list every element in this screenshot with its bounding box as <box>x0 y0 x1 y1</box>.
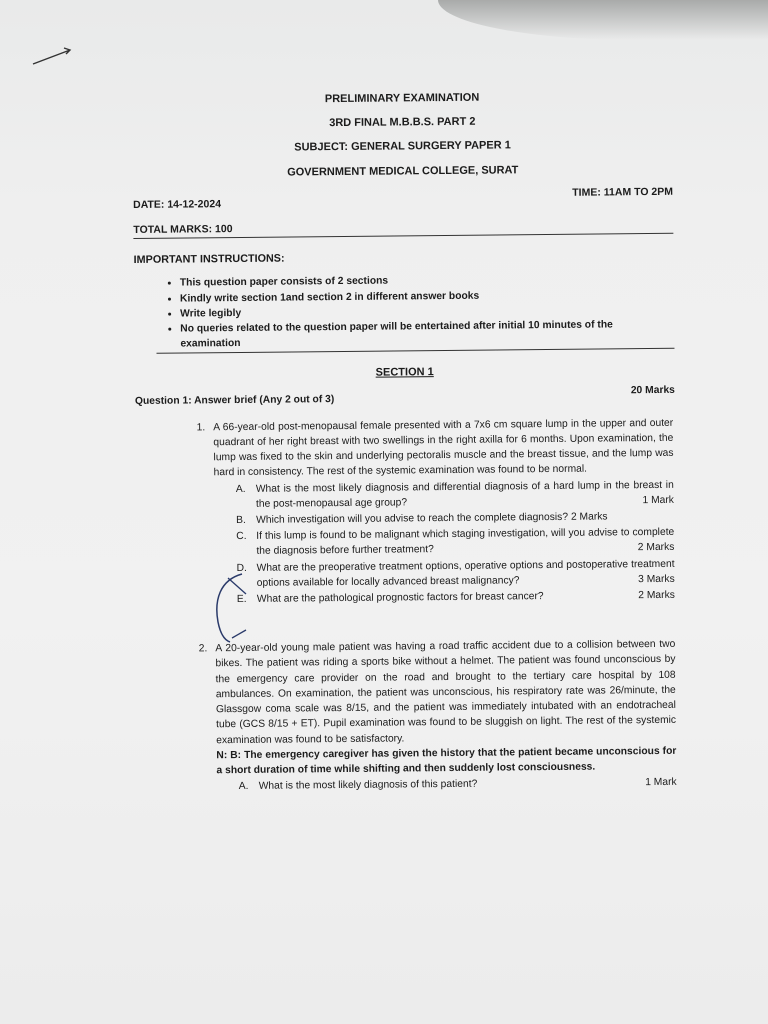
sub-letter: B. <box>236 514 246 527</box>
paper-content <box>132 87 679 795</box>
sub-text <box>257 588 675 607</box>
instruction-item: • This question paper consists of 2 sections <box>180 271 674 291</box>
pen-mark-icon <box>30 44 74 68</box>
sub-question <box>237 556 675 591</box>
sub-marks: 2 Marks <box>638 589 675 602</box>
question-text: A 20-year-old young male patient was having a road traffic accident due to a collision between two bikes. The patient was riding a sports bike without a helmet. The patient was found unconscious by the emergency care provider on the road and brought to the tertiary care hospital by 108 ambulances. On examination, the patient was unconscious, his respiratory rate was 26/minute, the Glassgow coma scale was 8/15, and the patient was immediately intubated with an endotracheal tube (GCS 8/15 + ET). Pupil examination was found to be sluggish on light. The rest of the systemic examination was found to be satisfactory. <box>215 639 677 746</box>
sub-question <box>236 525 674 560</box>
question-text: A 66-year-old post-menopausal female presented with a 7x6 cm square lump in the upper and outer quadrant of her right breast with two swellings in the right axilla for 6 months. Upon examination, the lump was fixed to the skin and underlying pectoralis muscle and the breast tissue, and the lump was hard in consistency. The rest of the systemic examination was found to be normal. <box>213 417 674 479</box>
college-line: GOVERNMENT MEDICAL COLLEGE, SURAT <box>287 163 519 179</box>
sub-text-content: What is the most likely diagnosis and differential diagnosis of a hard lump in the breast in the post-menopausal age group? <box>255 479 674 510</box>
question-body <box>213 416 675 608</box>
sub-marks: 1 Mark <box>645 776 677 789</box>
sub-letter: A. <box>235 483 246 495</box>
course-line: 3RD FINAL M.B.B.S. PART 2 <box>329 115 476 130</box>
sub-letter: D. <box>236 562 247 574</box>
question-header <box>135 382 675 408</box>
question-2 <box>137 637 678 795</box>
instruction-item: • Write legibly <box>180 302 674 322</box>
sub-marks: 2 Marks <box>570 511 608 523</box>
page-shadow <box>438 0 768 40</box>
sub-question <box>217 775 677 795</box>
sub-text-content: What is the most likely diagnosis of this patient? <box>258 778 478 792</box>
exam-title: PRELIMINARY EXAMINATION <box>324 91 480 106</box>
sub-text-content: Which investigation will you advise to reach the complete diagnosis? <box>256 511 569 526</box>
sub-text <box>257 556 675 590</box>
sub-text <box>259 775 677 794</box>
subject-line: SUBJECT: GENERAL SURGERY PAPER 1 <box>294 139 511 154</box>
question-number: 2. <box>198 643 208 655</box>
instruction-item: • Kindly write section 1and section 2 in different answer books <box>180 286 674 306</box>
sub-question <box>237 588 675 607</box>
question-note: N: B: The emergency caregiver has given the history that the patient became unconscious for a short duration of time while shifting and then suddenly lost consciousness. <box>216 745 677 777</box>
section-title: SECTION 1 <box>375 366 434 380</box>
question-body <box>215 637 676 794</box>
instructions-title: IMPORTANT INSTRUCTIONS: <box>133 252 285 267</box>
question-1 <box>135 416 677 609</box>
sub-text-content: If this lump is found to be malignant which staging investigation, will you advise to complete the diagnosis before further treatment? <box>256 527 675 558</box>
question-number: 1. <box>196 422 206 434</box>
exam-date: DATE: 14-12-2024 <box>133 197 222 211</box>
sub-question <box>236 477 674 512</box>
exam-time: TIME: 11AM TO 2PM <box>572 185 674 199</box>
question-title: Question 1: Answer brief (Any 2 out of 3) <box>134 393 335 407</box>
sub-text-content: What are the pathological prognostic factors for breast cancer? <box>256 591 544 605</box>
sub-letter: A. <box>238 781 249 793</box>
sub-marks: 2 Marks <box>637 542 675 554</box>
instruction-item: • No queries related to the question paper will be entertained after initial 10 minutes of the examination <box>180 317 674 352</box>
sub-letter: C. <box>236 531 247 543</box>
sub-text-content: What are the preoperative treatment options, operative options and postoperative treatment options available for locally advanced breast malignancy? <box>256 558 675 589</box>
question-marks: 20 Marks <box>630 384 675 396</box>
total-marks: TOTAL MARKS: 100 <box>133 223 233 237</box>
sub-marks: 3 Marks <box>638 573 675 586</box>
sub-text <box>256 525 674 559</box>
sub-questions <box>214 477 675 607</box>
sub-marks: 1 Mark <box>642 494 674 506</box>
instructions-list <box>134 271 675 352</box>
date-time-row <box>133 185 673 213</box>
sub-text <box>256 477 674 511</box>
sub-letter: E. <box>236 594 247 606</box>
